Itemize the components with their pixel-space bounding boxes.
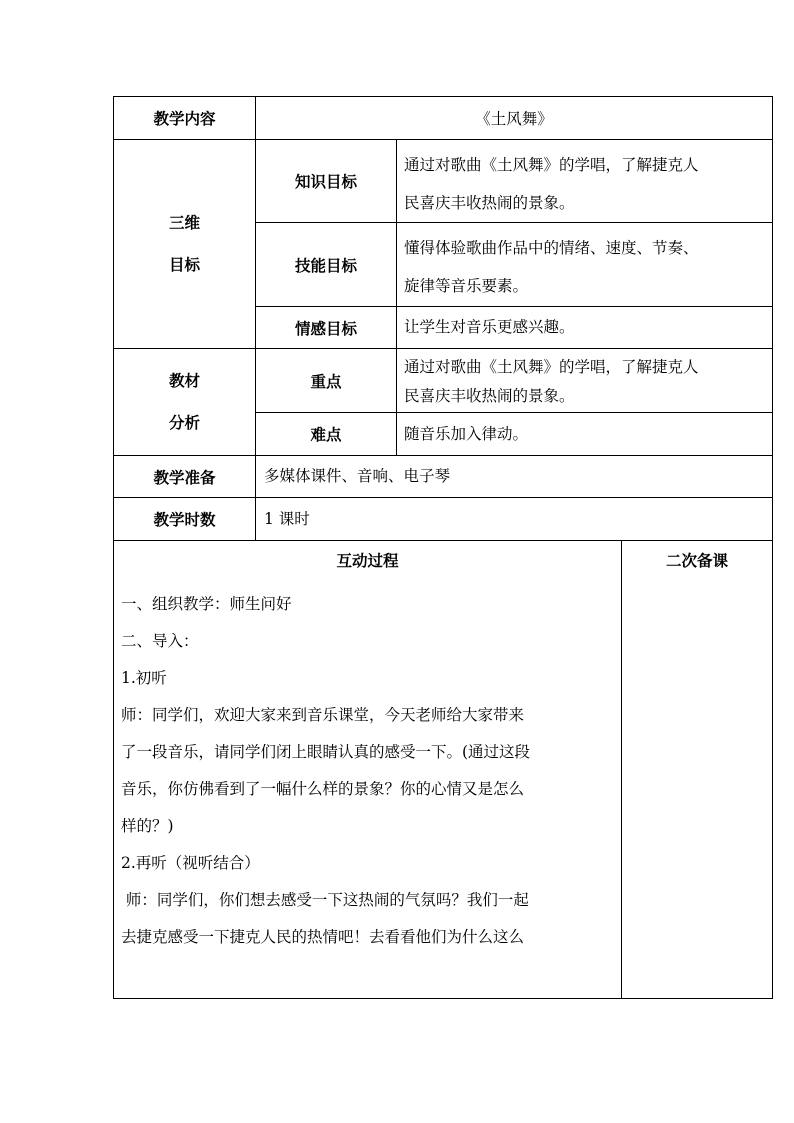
process-title: 互动过程 xyxy=(336,551,399,570)
knowledge-goal-label: 知识目标 xyxy=(294,172,357,191)
difficulty-text: 随音乐加入律动。 xyxy=(404,425,529,443)
process-line: 师：同学们，你们想去感受一下这热闹的气氛吗？我们一起 xyxy=(121,891,529,909)
process-line: 去捷克感受一下捷克人民的热情吧！去看看他们为什么这么 xyxy=(121,928,525,946)
hours-label: 教学时数 xyxy=(153,510,216,529)
emotion-goal-label: 情感目标 xyxy=(294,318,357,338)
content-value: 《土风舞》 xyxy=(475,110,553,128)
process-body xyxy=(121,586,619,996)
process-line: 2.再听（视听结合） xyxy=(121,854,260,872)
process-line: 了一段音乐，请同学们闭上眼睛认真的感受一下。(通过这段 xyxy=(121,743,531,761)
key-point-line2: 民喜庆丰收热闹的景象。 xyxy=(404,387,575,405)
preparation-value: 多媒体课件、音响、电子琴 xyxy=(264,467,451,485)
content-label: 教学内容 xyxy=(153,109,216,128)
second-prep-title: 二次备课 xyxy=(665,551,728,570)
preparation-label: 教学准备 xyxy=(153,467,216,487)
skill-goal-line2: 旋律等音乐要素。 xyxy=(404,277,529,295)
skill-goal-label: 技能目标 xyxy=(294,255,357,275)
analysis-label xyxy=(114,349,255,455)
key-point-text xyxy=(397,349,772,412)
hours-value: 1 课时 xyxy=(264,510,310,528)
emotion-goal-text: 让学生对音乐更感兴趣。 xyxy=(404,318,575,336)
knowledge-goal-line1: 通过对歌曲《土风舞》的学唱，了解捷克人 xyxy=(404,156,699,174)
process-line: 1.初听 xyxy=(121,669,167,687)
process-line: 一、组织教学：师生问好 xyxy=(121,595,292,613)
skill-goal-line1: 懂得体验歌曲作品中的情绪、速度、节奏、 xyxy=(404,239,699,257)
key-point-label: 重点 xyxy=(310,371,342,391)
process-line: 音乐，你仿佛看到了一幅什么样的景象？你的心情又是怎么 xyxy=(121,780,525,798)
process-line: 样的？) xyxy=(121,817,174,835)
skill-goal-text xyxy=(397,223,772,306)
process-line: 二、导入： xyxy=(121,632,199,650)
process-line: 师：同学们，欢迎大家来到音乐课堂，今天老师给大家带来 xyxy=(121,706,525,724)
goals-label-line1: 三维 xyxy=(168,213,200,232)
knowledge-goal-line2: 民喜庆丰收热闹的景象。 xyxy=(404,194,575,212)
difficulty-label: 难点 xyxy=(310,425,342,444)
goals-label-line2: 目标 xyxy=(168,255,200,274)
key-point-line1: 通过对歌曲《土风舞》的学唱，了解捷克人 xyxy=(404,358,699,376)
analysis-label-line1: 教材 xyxy=(168,371,200,390)
analysis-label-line2: 分析 xyxy=(168,413,200,432)
knowledge-goal-text xyxy=(397,140,772,222)
goals-label xyxy=(114,140,255,348)
